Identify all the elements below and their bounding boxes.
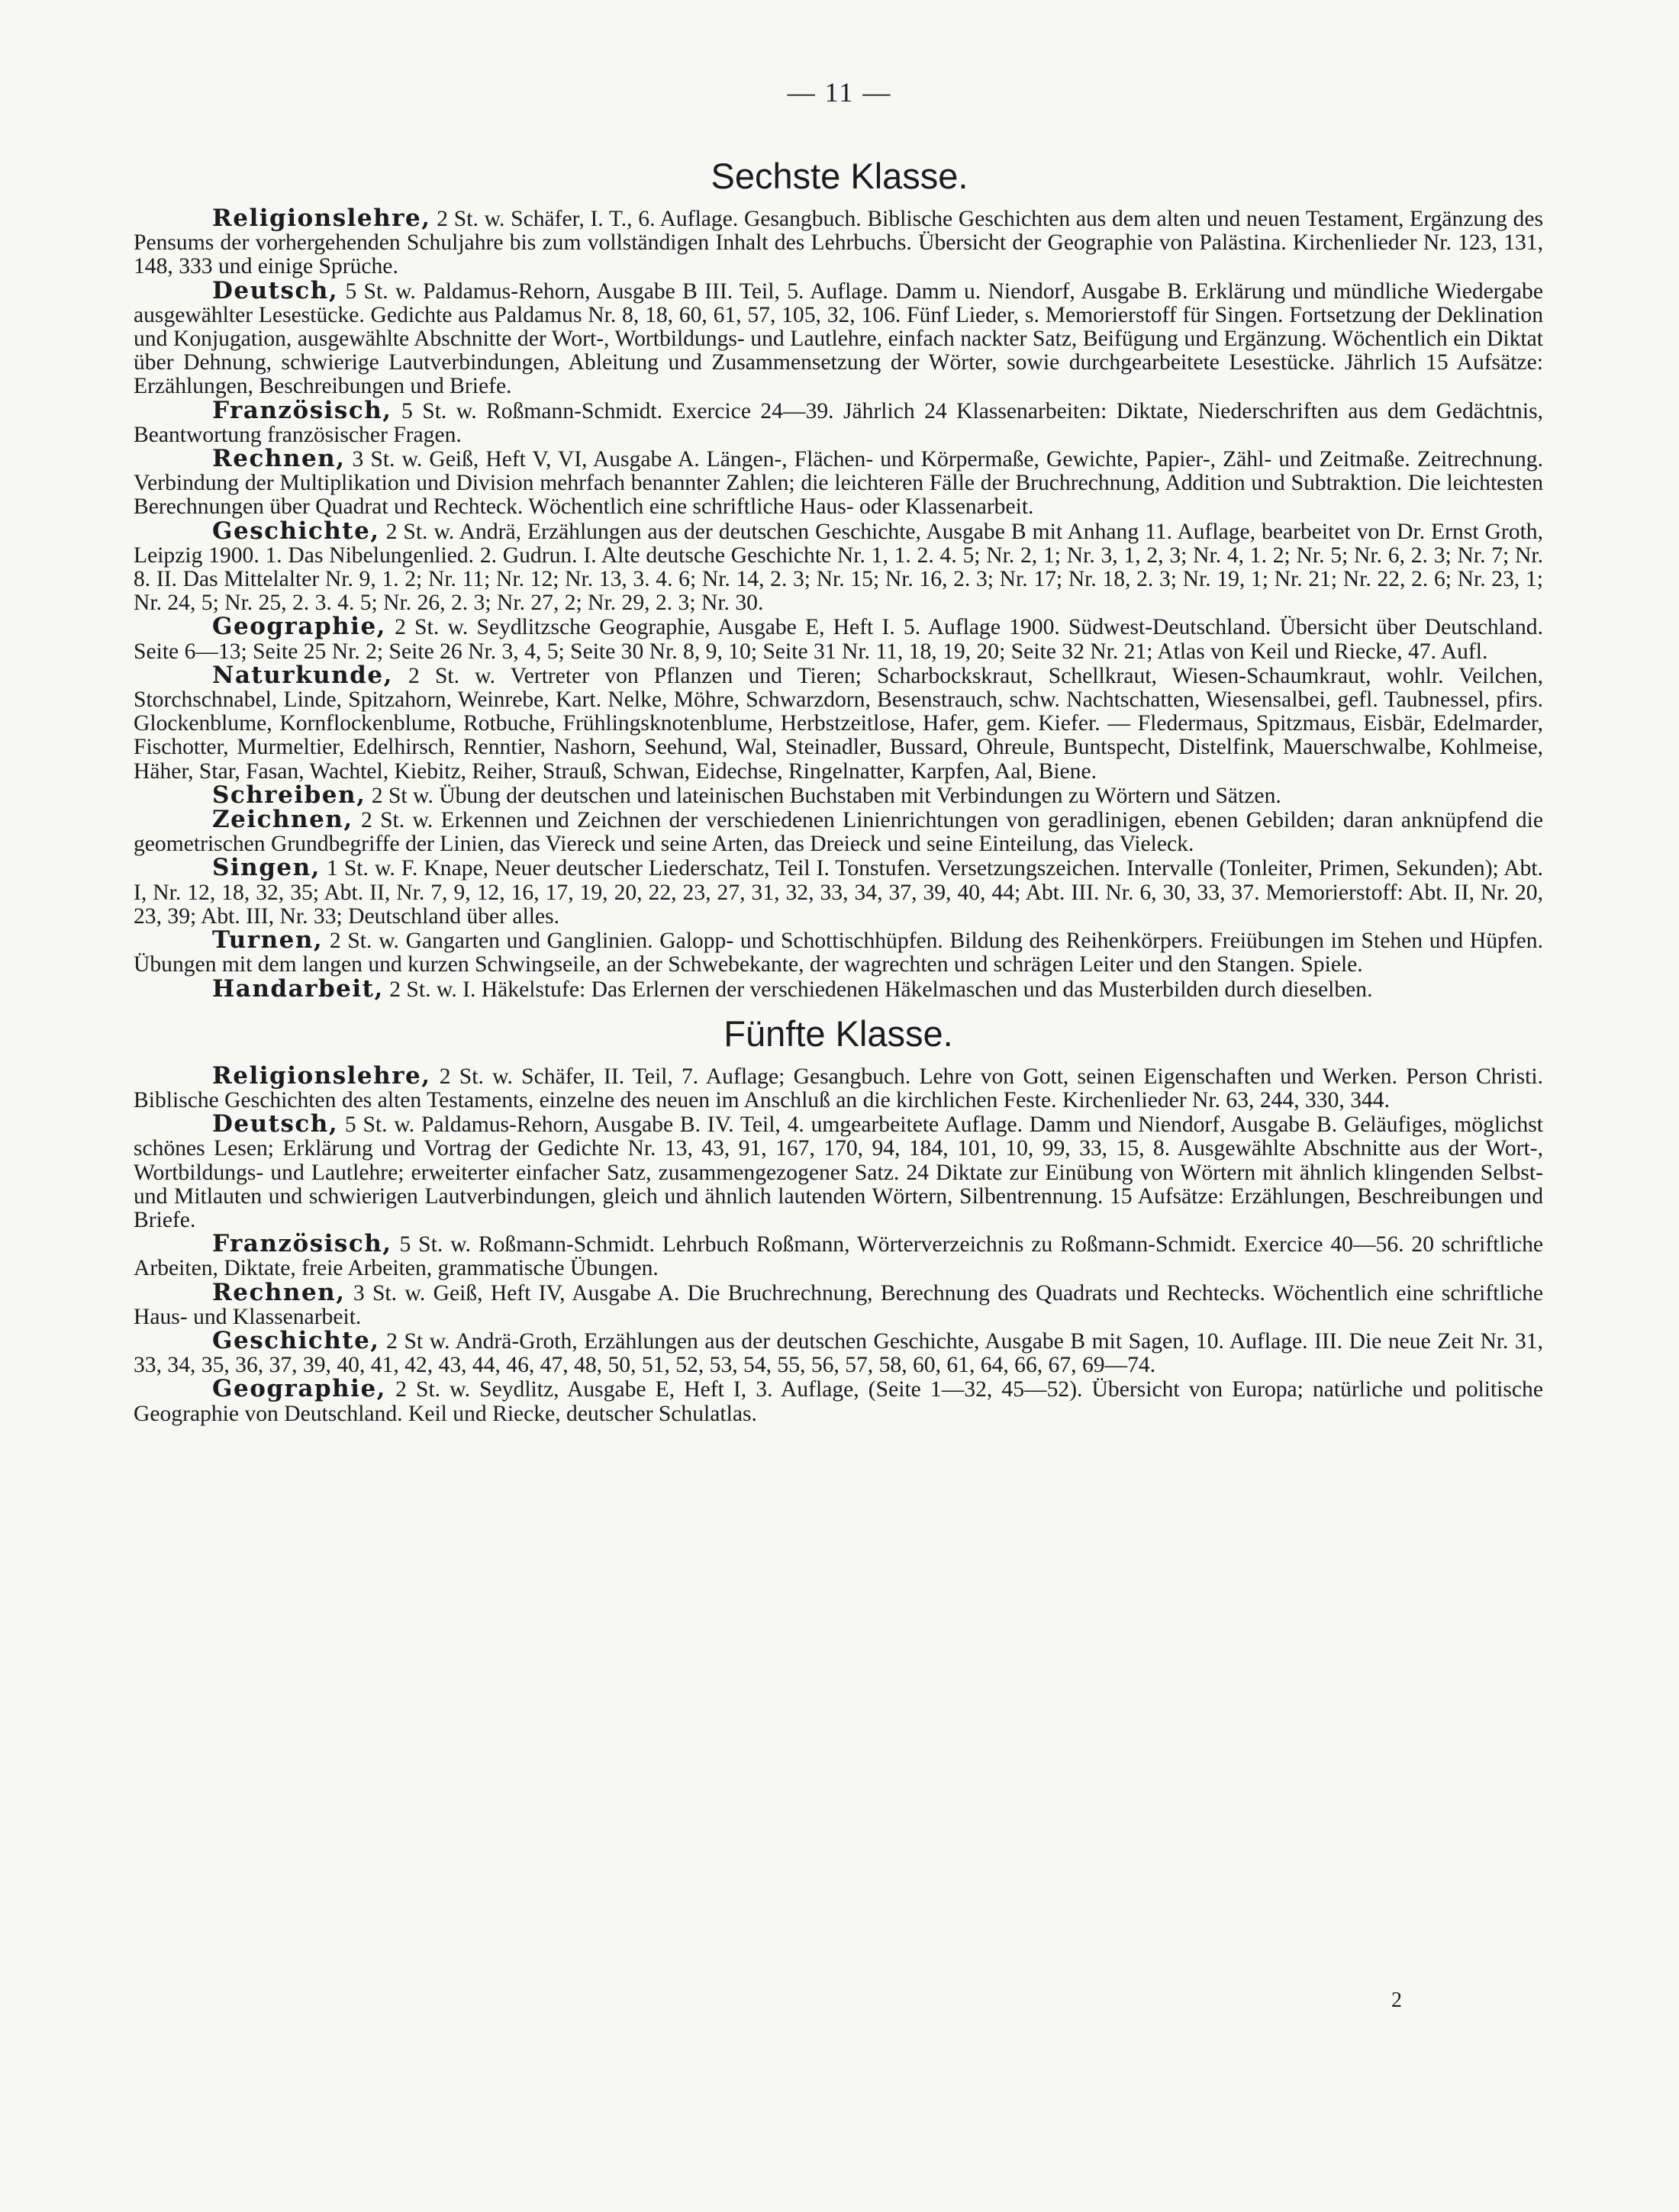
entry-turnen bbox=[134, 926, 1543, 977]
entry-zeichnen bbox=[134, 808, 1543, 856]
subject-heading: Geographie, bbox=[212, 613, 386, 641]
section-title-sechste-klasse: Sechste Klasse. bbox=[711, 156, 968, 196]
section-fuenfte-klasse bbox=[134, 1061, 1543, 1426]
subject-heading: Französisch, bbox=[212, 396, 392, 424]
subject-heading: Geschichte, bbox=[212, 1326, 380, 1354]
subject-heading: Rechnen, bbox=[212, 445, 346, 473]
entry-text: 5 St. w. Roßmann-Schmidt. Exercice 24—39. Jährlich 24 Klassenarbeiten: Diktate, Niederschriften aus dem Gedächtnis, Beantwortung französischer Fragen. bbox=[134, 398, 1543, 447]
section-title-fuenfte-klasse: Fünfte Klasse. bbox=[723, 1013, 953, 1054]
subject-heading: Schreiben, bbox=[212, 781, 366, 809]
subject-heading: Singen, bbox=[212, 854, 321, 882]
entry-text: 2 St. w. Seydlitz, Ausgabe E, Heft I, 3. Auflage, (Seite 1—32, 45—52). Übersicht von Europa; natürliche und politische Geographie von Deutschland. Keil und Riecke, deutscher Schulatlas. bbox=[134, 1377, 1543, 1426]
entry-text: 3 St. w. Geiß, Heft V, VI, Ausgabe A. Längen-, Flächen- und Körpermaße, Gewichte, Papier-, Zähl- und Zeitmaße. Zeitrechnung. Verbindung der Multiplikation und Division mehrfach benannter Zahlen; die leichteren Fälle der Bruchrechnung, Addition und Subtraktion. Die leichtesten Berechnungen über Quadrat und Rechteck. Wöchentlich eine schriftliche Haus- oder Klassenarbeit. bbox=[134, 447, 1543, 520]
page-number: — 11 — bbox=[787, 77, 892, 108]
entry-text: 2 St. w. Schäfer, II. Teil, 7. Auflage; Gesangbuch. Lehre von Gott, seinen Eigenschaften und Werken. Person Christi. Biblische Geschichten des alten Testaments, einzelne des neuen im Anschluß an die kirchlichen Feste. Kirchenlieder Nr. 63, 244, 330, 344. bbox=[134, 1064, 1543, 1112]
subject-heading: Handarbeit, bbox=[212, 974, 384, 1003]
entry-religionslehre bbox=[134, 1061, 1543, 1112]
entry-naturkunde bbox=[134, 661, 1543, 784]
entry-text: 2 St. w. Andrä, Erzählungen aus der deutschen Geschichte, Ausgabe B mit Anhang 11. Auflage, bearbeitet von Dr. Ernst Groth, Leipzig 1900. 1. Das Nibelungenlied. 2. Gudrun. I. Alte deutsche Geschichte Nr. 1, 1. 2. 4. 5; Nr. 2, 1; Nr. 3, 1, 2, 3; Nr. 4, 1. 2; Nr. 5; Nr. 6, 2. 3; Nr. 7; Nr. 8. II. Das Mittelalter Nr. 9, 1. 2; Nr. 11; Nr. 12; Nr. 13, 3. 4. 6; Nr. 14, 2. 3; Nr. 15; Nr. 16, 2. 3; Nr. 17; Nr. 18, 2. 3; Nr. 19, 1; Nr. 21; Nr. 22, 2. 6; Nr. 23, 1; Nr. 24, 5; Nr. 25, 2. 3. 4. 5; Nr. 26, 2. 3; Nr. 27, 2; Nr. 29, 2. 3; Nr. 30. bbox=[134, 519, 1543, 616]
entry-deutsch bbox=[134, 276, 1543, 399]
entry-franzoesisch bbox=[134, 1232, 1543, 1280]
subject-heading: Französisch, bbox=[212, 1230, 392, 1258]
entry-deutsch bbox=[134, 1112, 1543, 1232]
section-sechste-klasse bbox=[134, 204, 1543, 1003]
subject-heading: Deutsch, bbox=[212, 1110, 339, 1138]
entry-geschichte bbox=[134, 517, 1543, 616]
entry-singen bbox=[134, 856, 1543, 929]
entry-religionslehre bbox=[134, 204, 1543, 279]
entry-text: 5 St. w. Roßmann-Schmidt. Lehrbuch Roßmann, Wörterverzeichnis zu Roßmann-Schmidt. Exercice 40—56. 20 schriftliche Arbeiten, Diktate, freie Arbeiten, grammatische Übungen. bbox=[134, 1232, 1543, 1281]
entry-franzoesisch bbox=[134, 396, 1543, 447]
document-body bbox=[134, 204, 1543, 1426]
entry-text: 2 St. w. Erkennen und Zeichnen der verschiedenen Linienrichtungen von geradlinigen, ebenen Gebilden; daran anknüpfend die geometrischen Grundbegriffe der Linien, das Viereck und seine Arten, das Dreieck und seine Einteilung, das Vieleck. bbox=[134, 808, 1543, 857]
entry-geschichte bbox=[134, 1326, 1543, 1378]
entry-text: 2 St w. Andrä-Groth, Erzählungen aus der deutschen Geschichte, Ausgabe B mit Sagen, 10. Auflage. III. Die neue Zeit Nr. 31, 33, 34, 35, 36, 37, 39, 40, 41, 42, 43, 44, 46, 47, 48, 50, 51, 52, 53, 54, 55, 56, 57, 58, 60, 61, 64, 66, 67, 69—74. bbox=[134, 1328, 1543, 1378]
entry-text: 2 St. w. Vertreter von Pflanzen und Tieren; Scharbockskraut, Schellkraut, Wiesen-Schaumkraut, wohlr. Veilchen, Storchschnabel, Linde, Spitzahorn, Weinrebe, Kart. Nelke, Möhre, Schwarzdorn, Besenstrauch, schw. Nachtschatten, Wiesensalbei, gefl. Taubnessel, pfirs. Glockenblume, Kornflockenblume, Rotbuche, Frühlingsknotenblume, Herbstzeitlose, Hafer, gem. Kiefer. — Fledermaus, Spitzmaus, Eisbär, Edelmarder, Fischotter, Murmeltier, Edelhirsch, Renntier, Nashorn, Seehund, Wal, Steinadler, Bussard, Ohreule, Buntspecht, Distelfink, Mauerschwalbe, Kohlmeise, Häher, Star, Fasan, Wachtel, Kiebitz, Reiher, Strauß, Schwan, Eidechse, Ringelnatter, Karpfen, Aal, Biene. bbox=[134, 663, 1543, 784]
entry-text: 2 St w. Übung der deutschen und lateinischen Buchstaben mit Verbindungen zu Wörtern und Sätzen. bbox=[366, 783, 1281, 808]
entry-rechnen bbox=[134, 447, 1543, 520]
subject-heading: Religionslehre, bbox=[212, 204, 431, 232]
subject-heading: Rechnen, bbox=[212, 1278, 346, 1306]
entry-text: 2 St. w. Seydlitzsche Geographie, Ausgabe E, Heft I. 5. Auflage 1900. Südwest-Deutschland. Übersicht über Deutschland. Seite 6—13; Seite 25 Nr. 2; Seite 26 Nr. 3, 4, 5; Seite 30 Nr. 8, 9, 10; Seite 31 Nr. 11, 18, 19, 20; Seite 32 Nr. 21; Atlas von Keil und Riecke, 47. Aufl. bbox=[134, 615, 1543, 664]
entry-text: 3 St. w. Geiß, Heft IV, Ausgabe A. Die Bruchrechnung, Berechnung des Quadrats und Rechtecks. Wöchentlich eine schriftliche Haus- und Klassenarbeit. bbox=[134, 1280, 1543, 1329]
subject-heading: Zeichnen, bbox=[212, 806, 353, 834]
entry-schreiben bbox=[134, 781, 1543, 809]
entry-rechnen bbox=[134, 1278, 1543, 1329]
entry-text: 2 St. w. Schäfer, I. T., 6. Auflage. Gesangbuch. Biblische Geschichten aus dem alten und neuen Testament, Ergänzung des Pensums der vorhergehenden Schuljahre bis zum vollständigen Inhalt des Lehrbuchs. Übersicht der Geographie von Palästina. Kirchenlieder Nr. 123, 131, 148, 333 und einige Sprüche. bbox=[134, 207, 1543, 279]
entry-text: 5 St. w. Paldamus-Rehorn, Ausgabe B. IV. Teil, 4. umgearbeitete Auflage. Damm und Niendorf, Ausgabe B. Geläufiges, möglichst schönes Lesen; Erklärung und Vortrag der Gedichte Nr. 13, 43, 91, 167, 170, 94, 184, 101, 10, 99, 33, 15, 8. Ausgewählte Abschnitte aus der Wort-, Wortbildungs- und Lautlehre; erweiterter einfacher Satz, zusammengezogener Satz. 24 Diktate zur Einübung von Wörtern mit ähnlich klingenden Selbst- und Mitlauten und schwierigen Lautverbindungen, gleich und ähnlich lautenden Wörtern, Silbentrennung. 15 Aufsätze: Erzählungen, Beschreibungen und Briefe. bbox=[134, 1112, 1543, 1232]
entry-text: 5 St. w. Paldamus-Rehorn, Ausgabe B III. Teil, 5. Auflage. Damm u. Niendorf, Ausgabe B. Erklärung und mündliche Wiedergabe ausgewählter Lesestücke. Gedichte aus Paldamus Nr. 8, 18, 60, 61, 57, 105, 32, 106. Fünf Lieder, s. Memorierstoff für Singen. Fortsetzung der Deklination und Konjugation, ausgewählte Abschnitte der Wort-, Wortbildungs- und Lautlehre, einfach nackter Satz, Beifügung und Ergänzung. Wöchentlich ein Diktat über Dehnung, schwierige Lautverbindungen, Ableitung und Zusammensetzung der Wörter, sowie durchgearbeitete Lesestücke. Jährlich 15 Aufsätze: Erzählungen, Beschreibungen und Briefe. bbox=[134, 279, 1543, 399]
entry-handarbeit bbox=[134, 974, 1543, 1003]
subject-heading: Religionslehre, bbox=[212, 1061, 431, 1090]
entry-geographie bbox=[134, 1377, 1543, 1425]
subject-heading: Deutsch, bbox=[212, 276, 339, 304]
subject-heading: Geographie, bbox=[212, 1375, 386, 1403]
entry-geographie bbox=[134, 615, 1543, 663]
signature-mark: 2 bbox=[1391, 1988, 1402, 2012]
subject-heading: Naturkunde, bbox=[212, 661, 393, 689]
subject-heading: Geschichte, bbox=[212, 517, 380, 545]
entry-text: 2 St. w. I. Häkelstufe: Das Erlernen der verschiedenen Häkelmaschen und das Musterbilden durch dieselben. bbox=[383, 977, 1373, 1002]
entry-text: 1 St. w. F. Knape, Neuer deutscher Liederschatz, Teil I. Tonstufen. Versetzungszeichen. Intervalle (Tonleiter, Primen, Sekunden); Abt. I, Nr. 12, 18, 32, 35; Abt. II, Nr. 7, 9, 12, 16, 17, 19, 20, 22, 23, 27, 31, 32, 33, 34, 37, 39, 40, 44; Abt. III. Nr. 6, 30, 33, 37. Memorierstoff: Abt. II, Nr. 20, 23, 39; Abt. III, Nr. 33; Deutschland über alles. bbox=[134, 856, 1543, 929]
subject-heading: Turnen, bbox=[212, 926, 324, 955]
entry-text: 2 St. w. Gangarten und Ganglinien. Galopp- und Schottischhüpfen. Bildung des Reihenkörpers. Freiübungen im Stehen und Hüpfen. Übungen mit dem langen und kurzen Schwingseile, an der Schwebekante, der wagrechten und schrägen Leiter und den Stangen. Spiele. bbox=[134, 929, 1543, 977]
